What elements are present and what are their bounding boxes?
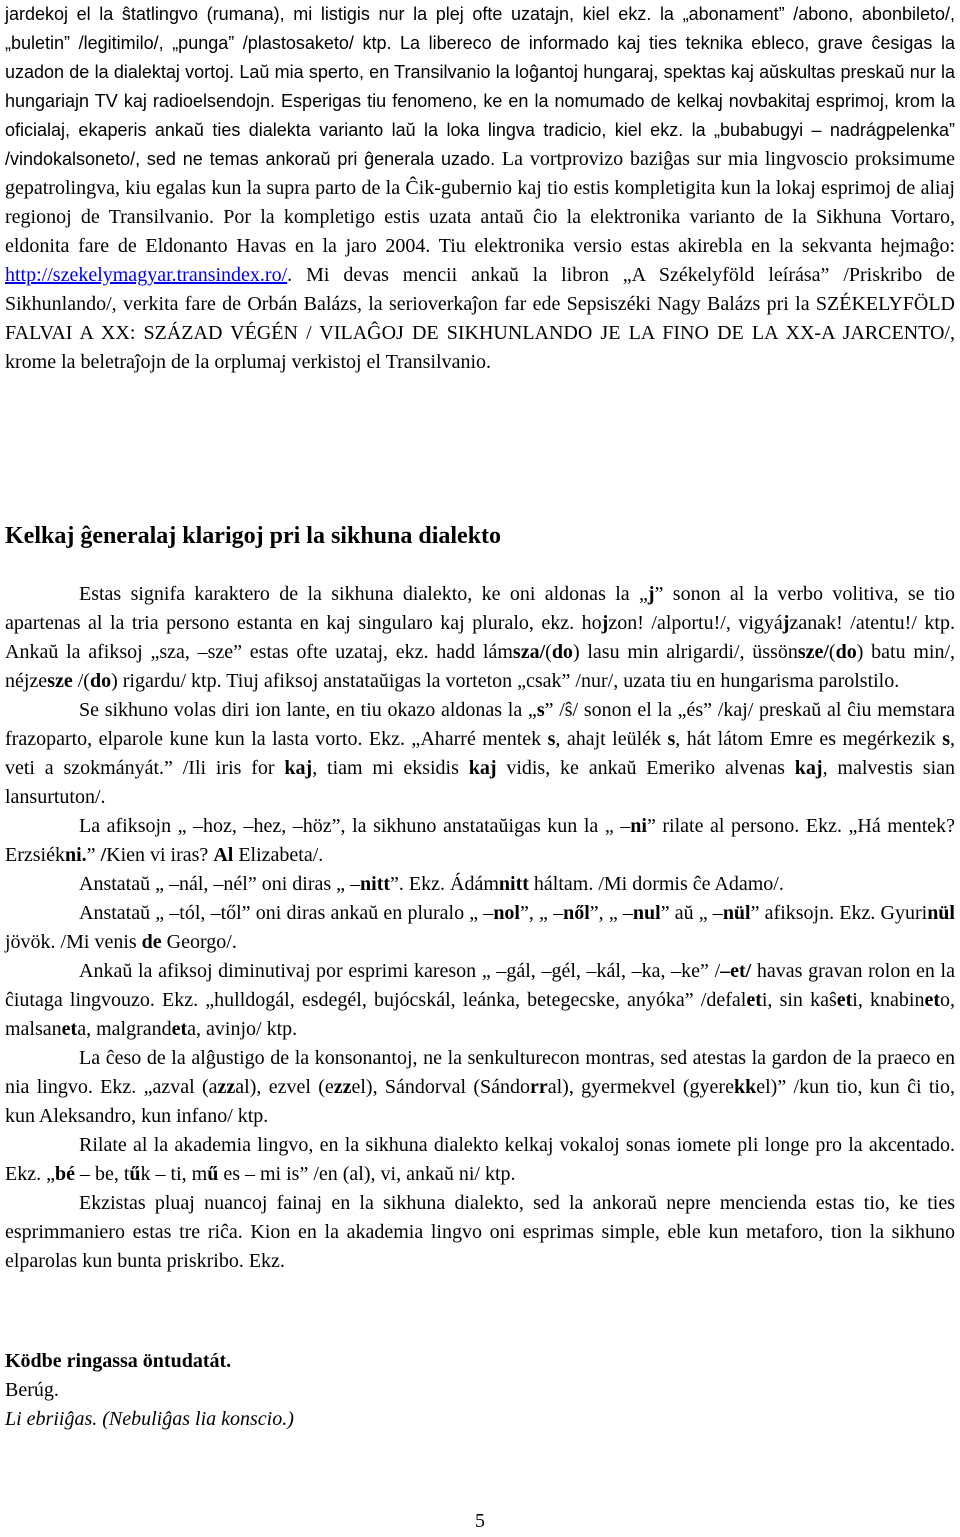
paragraph-s-sound: Se sikhuno volas diri ion lante, en tiu okazo aldonas la „s” /ŝ/ sonon el la „és” /kaj/ preskaŭ al ĉiu memstara frazoparto, elparole kune kun la lasta vorto. Ekz. „Aharré mentek s, ahajt leülék s, hát látom Emre es megérkezik s, veti a szokmányát.” /Ili iris for kaj, tiam mi eksidis kaj vidis, ke ankaŭ Emeriko alvenas kaj, malvestis sian lansurtuton/. bbox=[5, 699, 956, 808]
paragraph-consonants: La ĉeso de la alĝustigo de la konsonantoj, ne la senkulturecon montras, sed atestas la gardon de la praeco en nia lingvo. Ekz. „azval (azzal), ezvel (ezzel), Sándorval (Sándorral), gyermekvel (gyerekkel)” /kun tio, kun ĉi tio, kun Aleksandro, kun infano/ ktp. bbox=[5, 1047, 955, 1127]
intro-sans-text: jardekoj el la ŝtatlingvo (rumana), mi listigis nur la plej ofte uzatajn, kiel ekz. la „abonament” /abono, abonbileto/, „buletin” /legitimilo/, „punga” /plastosaketo/ ktp. La libereco de informado kaj ties teknika ebleco, grave ĉesigas la uzadon de la dialektaj vortoj. Laŭ mia sperto, en Transilvanio la loĝantoj hungaraj, spektas kaj aŭskultas preskaŭ nur la hungariajn TV kaj radioelsendojn. Esperigas tiu fenomeno, ke en la nomumado de kelkaj novbakitaj esprimoj, krom la oficialaj, ekaperis ankaŭ ties dialekta varianto laŭ la loka lingva tradicio, kiel ekz. la „bubabugyi – nadrágpelenka” /vindokalsoneto/, sed ne temas ankoraŭ pri ĝenerala uzado. bbox=[5, 4, 955, 169]
paragraph-j-sound: Estas signifa karaktero de la sikhuna dialekto, ke oni aldonas la „j” sonon al la verbo volitiva, se tio apartenas al la tria persono estanta en kaj singularo kaj pluralo, ekz. hojzon! /alportu!/, vigyájzanak! /atentu!/ ktp. Ankaŭ la afiksoj „sza, –sze” estas ofte uzataj, ekz. hadd lámsza/(do) lasu min alrigardi/, üssönsze/(do) batu min/, néjzesze /(do) rigardu/ ktp. Tiuj afiksoj anstataŭigas la vorteton „csak” /nur/, uzata tiu en hungarisma parolstilo. bbox=[5, 583, 955, 692]
paragraph-vowels: Rilate al la akademia lingvo, en la sikhuna dialekto kelkaj vokaloj sonas iomete pli longe pro la akcentado. Ekz. „bé – be, tűk – ti, mű es – mi is” /en (al), vi, ankaŭ ni/ ktp. bbox=[5, 1134, 955, 1185]
example-block bbox=[5, 1347, 294, 1434]
szekelymagyar-link[interactable]: http://szekelymagyar.transindex.ro/ bbox=[5, 264, 288, 286]
paragraph-diminutive: Ankaŭ la afiksoj diminutivaj por esprimi kareson „ –gál, –gél, –kál, –ka, –ke” /–et/ havas gravan rolon en la ĉiutaga lingvouzo. Ekz. „hulldogál, esdegél, bujócskál, leánka, betegecske, anyóka” /defaleti, sin kaŝeti, knabineto, malsaneta, malgrandeta, avinjo/ ktp. bbox=[5, 960, 955, 1040]
paragraph-ni-suffix: La afiksojn „ –hoz, –hez, –höz”, la sikhuno anstataŭigas kun la „ –ni” rilate al persono. Ekz. „Há mentek? Erzsiékni.” /Kien vi iras? Al Elizabeta/. bbox=[5, 815, 956, 866]
section-heading: Kelkaj ĝeneralaj klarigoj pri la sikhuna dialekto bbox=[5, 523, 502, 549]
page-number: 5 bbox=[475, 1510, 485, 1532]
paragraph-nol-suffix: Anstataŭ „ –tól, –től” oni diras ankaŭ en pluralo „ –nol”, „ –nől”, „ –nul” aŭ „ –nül” afiksojn. Ekz. Gyurinül jövök. /Mi venis de Georgo/. bbox=[5, 902, 955, 953]
dialect-body bbox=[5, 580, 955, 1276]
example-translation: Li ebriiĝas. (Nebuliĝas lia konscio.) bbox=[5, 1408, 294, 1430]
intro-serif-text: La vortprovizo baziĝas sur mia lingvoscio proksimume gepatrolingva, kiu egalas kun la supra parto de la Ĉik-gubernio kaj tio estis kompletigita kun la lokaj esprimoj de aliaj regionoj de Transilvanio. Por la kompletigo estis uzata antaŭ ĉio la elektronika varianto de la Sikhuna Vortaro, eldonita fare de Eldonanto Havas en la jaro 2004. Tiu elektronika versio estas akirebla en la sekvanta hejmaĝo: bbox=[5, 148, 955, 257]
paragraph-nitt-suffix: Anstataŭ „ –nál, –nél” oni diras „ –nitt”. Ekz. Ádámnitt háltam. /Mi dormis ĉe Adamo/. bbox=[79, 873, 784, 895]
example-hungarian-2: Berúg. bbox=[5, 1379, 59, 1401]
paragraph-nuances: Ekzistas pluaj nuancoj fainaj en la sikhuna dialekto, sed la ankoraŭ nepre mencienda estas tio, ke ties esprimmaniero estas tre riĉa. Kion en la akademia lingvo oni esprimas simple, eble kun metaforo, tion la sikhuno elparolas kun bunta priskribo. Ekz. bbox=[5, 1192, 955, 1272]
example-hungarian: Ködbe ringassa öntudatát. bbox=[5, 1350, 232, 1372]
intro-serif-text-end: . Mi devas mencii ankaŭ la libron „A Székelyföld leírása” /Priskribo de Sikhunlando/, verkita fare de Orbán Balázs, la serioverkaĵon far ede Sepsiszéki Nagy Balázs pri la SZÉKELYFÖLD FALVAI A XX: SZÁZAD VÉGÉN / VILAĜOJ DE SIKHUNLANDO JE LA FINO DE LA XX-A JARCENTO/, krome la beletraĵojn de la orplumaj verkistoj el Transilvanio. bbox=[5, 264, 955, 373]
intro-paragraph bbox=[5, 0, 955, 377]
